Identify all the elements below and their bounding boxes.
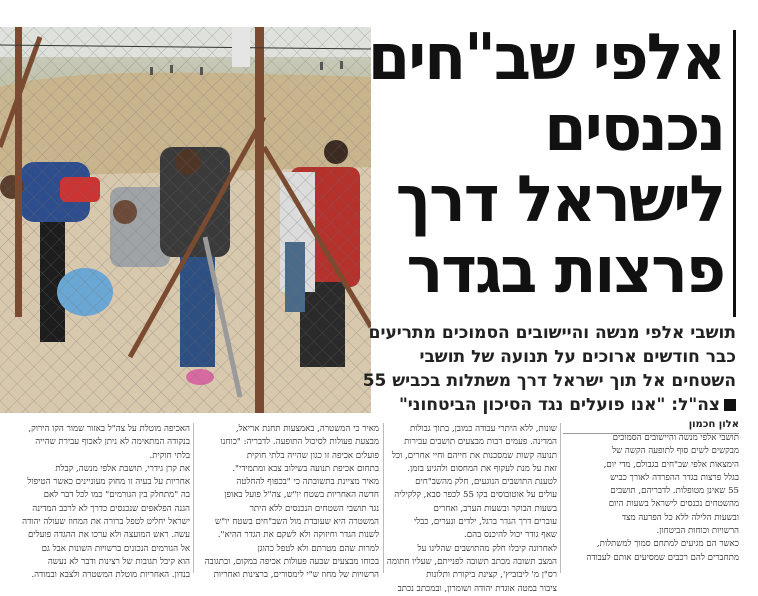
article-text-line: בה "מתחלק בין הגורמים" כמו לכל דבר לאם [43, 490, 190, 501]
article-text-line: למרות שהם מטרתם ולא לטפל כהוגן [257, 543, 379, 554]
article-text-line: מאיר מציינת בתשובתה כי "בכפוף להחלטה [236, 477, 379, 488]
article-column-3 [197, 423, 379, 583]
article-text-line: הימצאות אלפי שב"חים בגבולם, מדי יום, [603, 459, 739, 470]
article-column-1 [563, 432, 739, 565]
article-column-2 [387, 423, 557, 596]
article-text-line: ישראל יחליט לטפל ברורה את המחוז שעולה יהודה [22, 517, 190, 528]
article-text-line: חדשה האחריות בשטח יו"ש, צה"ל פועל באופן [224, 490, 379, 501]
headline-line-2: נכנסים [544, 91, 724, 166]
article-text-line: עולים על אוטובוסים בקו 55 לכפר סבא, קלקיליה [394, 490, 557, 501]
subheadline-line-4-text: צה"ל: "אנו פועלים נגד הסיכון הביטחוני" [398, 395, 720, 415]
article-text-line: הגנה הפלאפים שנכנסים כדרך לא לרכב המדינה [32, 503, 190, 514]
byline: אלון חכמון [688, 419, 739, 430]
article-text-line: הרשויות של מחוז ש"י לימסורים, ברצינות ואחריות [213, 570, 379, 581]
article-text-line: מאיר כי המשטרה, באמצעות תחנת אריאל, [235, 424, 379, 434]
article-text-line: בלתי חוקית. [149, 450, 190, 461]
column-divider [193, 423, 194, 573]
square-bullet-icon [724, 399, 736, 411]
article-text-line: המדינה. פעמים רבות מבצעים תושבים עבירות [404, 437, 557, 448]
article-text-line: לאחרונה קיבלו חלק מהתושבים שהלינו על [417, 543, 557, 554]
article-text-line: עשה. ראש המועצה ולא ערכו את ההגדה פועלים [27, 530, 190, 541]
subheadline-line-3: השטחים אל תוך ישראל דרך משתלות בכביש 55 [362, 371, 736, 391]
headline-vertical-rule [733, 30, 736, 317]
article-text-line: המצב תשובה מכתב תשובה לפנייתם, שעליו חתומה [387, 556, 557, 567]
subheadline-line-4 [381, 393, 736, 417]
article-text-line: אל הגורמים הנכונים ברשויות השונות אבל גם [41, 543, 190, 554]
article-text-line: תנועה קשות שמסכנות את חייהם וחיי אחרים, וכל [391, 450, 557, 461]
article-text-line: ובשעות הלילה ללא כל הפרעה מצד [621, 512, 739, 523]
article-text-line: מבקשים לשים סוף לתופעה הקשה של [612, 446, 739, 457]
article-text-line: המשטרה היא שעובדת מול השב"חים בשטח יו"ש [214, 517, 379, 528]
article-text-line: שאף גודר יכול להיכנס בהם. [464, 530, 557, 541]
article-text-line: בתחום אכיפת תנועה בשילוב צבא ומתמידי". [232, 463, 379, 474]
article-text-line: בכוחו מבצעים שבעה פעולות אכיפה במקום, ובתגובה [204, 556, 379, 567]
article-text-line: בגלל פרצות בגדר ההפרדה לאורך כביש [610, 472, 739, 483]
article-text-line: תושבי אלפי מנשה והיישובים הסמוכים [612, 433, 739, 443]
article-text-line: לטענת התושבים הנוגעים, חלק מהשב"חים [415, 477, 557, 488]
subheadline [362, 321, 736, 417]
headline-line-3: לישראל דרך [395, 162, 724, 237]
subheadline-line-2: כבר חודשים ארוכים על תנועה של תושבי [419, 347, 736, 367]
article-text-line: מתחברים להם רכבים שמסיעים אותם לעבודה [586, 552, 739, 563]
article-text-line: רס"ן מ' ליבוביץ', קצינת ביקורת ותלונות [426, 570, 557, 581]
article-text-line: מהשטחים נכנסים לישראל בשעות היום [608, 499, 739, 510]
article-text-line: האכיפה מוטלת על צה"ל באזור שמור הקו הירוק, [28, 424, 190, 434]
headline-line-4: פרצות בגדר [406, 233, 724, 308]
article-text-line: פועלים אכיפה זו כגון שהייה בלתי חוקית [246, 450, 379, 461]
article-text-line: שונות, ללא היתרי עבודה כמובן, בתוך גבולות [409, 424, 557, 434]
article-text-line: את קרן גידרי, תושבת אלפי מנשה, קבלת [55, 463, 190, 474]
article-column-4 [8, 423, 190, 583]
article-text-line: אחריות על בעיה זו מחוק מעוניינים כאשר הטיפול [27, 477, 190, 488]
article-text-line: ציבור במטה אוגדת יהודה ושומרון, ובמכתב נכתב [397, 583, 557, 594]
headline [367, 20, 724, 308]
article-text-line: הרשויות וכוחות הביטחון. [656, 526, 739, 537]
article-text-line: 55 שאינן מטופלות. לדבריהם, תושבים [610, 486, 739, 497]
column-divider [560, 423, 561, 573]
article-text-line: עוברים דרך הגדר ברגל, ילדים ונערים, כבלי [413, 517, 557, 528]
article-text-line: הוא קיבל תגובות של רצינות ודבר לא נעשה [47, 556, 190, 567]
article-text-line: בנדון. האחריות מוטלת המשטרה ולצבא ובמודה. [31, 570, 190, 581]
fence-crossing-photo [0, 27, 371, 413]
article-text-line: מבצעת פעולות לסיכול התופעה. לדבריה: "כוחנו [220, 437, 379, 448]
article-text-line: בשעות הבוקר ובשעות הערב, ואחרים [433, 503, 557, 514]
article-text-line: נגד תושבי השטחים הנכנסים ללא היתר [249, 503, 379, 514]
article-text-line: בנקודה המתאימה לא ניתן לאכוף עבירת שהייה [35, 437, 190, 448]
subheadline-line-1: תושבי אלפי מנשה והיישובים הסמוכים מתריעים [368, 323, 736, 343]
column-divider [383, 423, 384, 573]
article-text-line: לשנות הגדר וחיזוקה ולא לשקם את הגדר ההיא". [217, 530, 379, 541]
headline-line-1: אלפי שב"חים [367, 20, 724, 95]
article-text-line: כאשר הם מגיעים למתחם סמוך למשתלות, [596, 539, 739, 550]
news-photo [0, 27, 371, 413]
article-text-line: זאת על מנת לעקוף את המחסום ולהגיע בזמן. [407, 463, 557, 474]
